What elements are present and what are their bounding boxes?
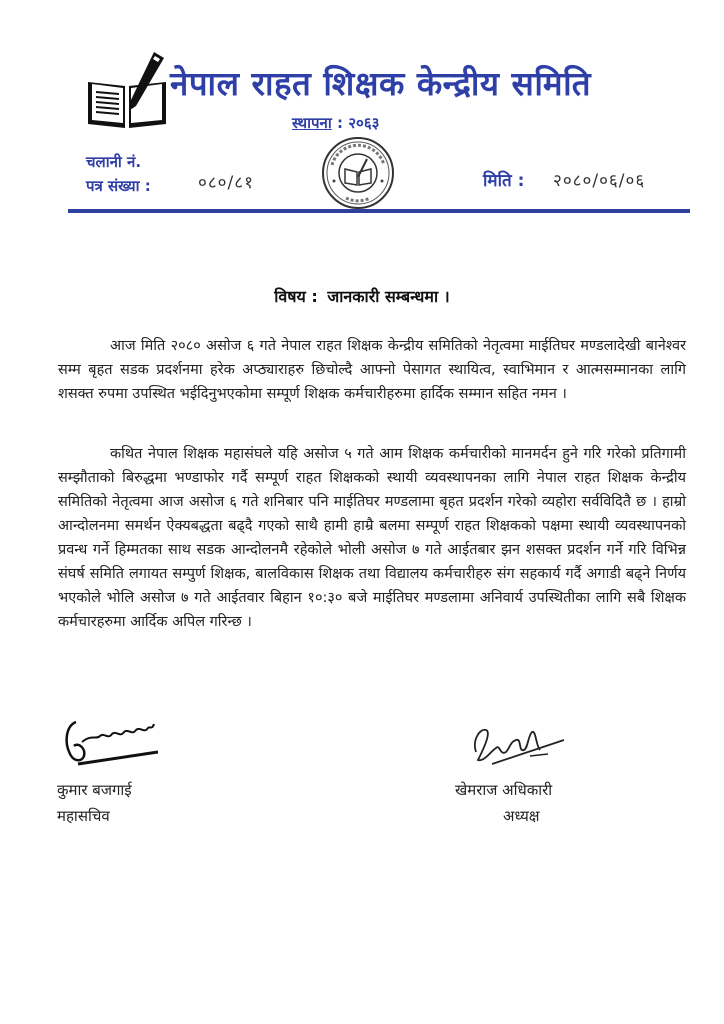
reference-label-line2: पत्र संख्या : <box>86 177 151 195</box>
reference-label <box>86 150 151 198</box>
signatory-title: महासचिव <box>57 807 110 825</box>
established-separator: : <box>336 114 343 132</box>
signatory-name: खेमराज अधिकारी <box>455 781 553 799</box>
organization-title: नेपाल राहत शिक्षक केन्द्रीय समिति <box>170 64 592 103</box>
established-year: २०६३ <box>348 114 380 132</box>
official-seal-icon <box>320 135 396 211</box>
signatory-title: अध्यक्ष <box>503 807 540 825</box>
established-label: स्थापना <box>292 114 332 132</box>
signature-chairperson <box>470 722 566 772</box>
subject-line <box>0 285 724 307</box>
body-paragraph: कथित नेपाल शिक्षक महासंघले यहि असोज ५ गते आम शिक्षक कर्मचारीको मानमर्दन हुने गरि गरेको प्रतिगामी सम्झौताको बिरुद्धमा भण्डाफोर गर्दै सम्पूर्ण राहत शिक्षकको स्थायी व्यवस्थापनका लागि नेपाल राहत शिक्षक केन्द्रीय समितिको नेतृत्वमा आज असोज ६ गते शनिबार पनि माईतिघर मण्डलामा बृहत प्रदर्शन गरेको व्यहोरा सर्वविदितै छ । हाम्रो आन्दोलनमा समर्थन ऐक्यबद्धता बढ्दै गएको साथै हामी हाम्रै बलमा सम्पूर्ण राहत शिक्षकको पक्षमा स्थायी व्यवस्थापनको प्रवन्ध गर्ने हिम्मतका साथ सडक आन्दोलनमै रहेकोले भोली असोज ७ गते आईतबार झन शसक्त प्रदर्शन गर्ने गरि विभिन्न संघर्ष समिति लगायत सम्पुर्ण शिक्षक, बालविकास शिक्षक तथा विद्यालय कर्मचारीहरु संग सहकार्य गर्दै अगाडी बढ्ने निर्णय भएकोले भोलि असोज ७ गते आईतवार बिहान १०:३० बजे माईतिघर मण्डलामा अनिवार्य उपस्थितीका लागि सबै शिक्षक कर्मचारहरुमा आर्दिक अपिल गरिन्छ । <box>58 446 686 630</box>
date-label: मिति : <box>483 171 525 191</box>
body-paragraph: आज मिति २०८० असोज ६ गते नेपाल राहत शिक्षक केन्द्रीय समितिको नेतृत्वमा माईतिघर मण्डलादेखी बानेश्वर सम्म बृहत सडक प्रदर्शनमा हरेक अप्ठ्याराहरु छिचोल्दै आफ्नो पेसागत स्थायित्व, स्वाभिमान र आत्मसम्मानका लागि शसक्त रुपमा उपस्थित भईदिनुभएकोमा सम्पूर्ण शिक्षक कर्मचारीहरुमा हार्दिक सम्मान सहित नमन । <box>58 338 686 402</box>
date-value: २०८०/०६/०६ <box>553 171 646 191</box>
signatory-name: कुमार बजगाई <box>57 781 132 799</box>
subject-text: जानकारी सम्बन्धमा । <box>327 287 450 306</box>
reference-number: ०८०/८१ <box>198 173 254 193</box>
subject-label: विषय : <box>274 287 318 306</box>
book-pencil-logo-icon <box>84 50 170 130</box>
header-divider <box>68 209 690 213</box>
signature-general-secretary <box>62 712 172 774</box>
established-line <box>292 113 379 133</box>
reference-label-line1: चलानी नं. <box>86 153 142 171</box>
